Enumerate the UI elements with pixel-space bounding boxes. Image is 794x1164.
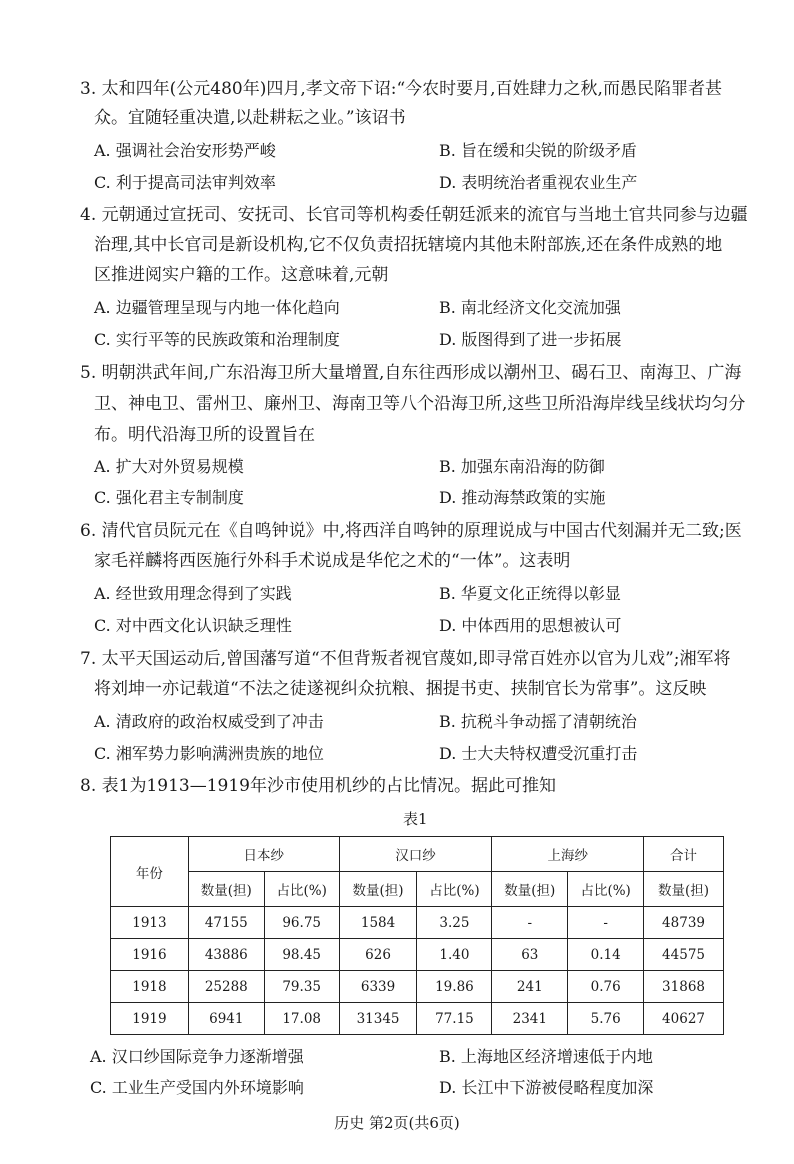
subheader-pct: 占比(%) bbox=[264, 872, 339, 907]
group-header-japan: 日本纱 bbox=[188, 837, 339, 872]
q5-option-b: B. 加强东南沿海的防御 bbox=[439, 457, 605, 476]
table-cell: 0.14 bbox=[568, 939, 644, 971]
table-cell: 241 bbox=[492, 971, 568, 1003]
q7-stem-line-1: 7. 太平天国运动后,曾国藩写道“不但背叛者视官蔑如,即寻常百姓亦以官为儿戏”;湘军将 bbox=[80, 649, 731, 669]
table-cell: 17.08 bbox=[264, 1003, 339, 1035]
table-cell: 3.25 bbox=[417, 907, 492, 939]
q5-option-c: C. 强化君主专制制度 bbox=[94, 488, 244, 507]
table-cell: 44575 bbox=[644, 939, 724, 971]
table-row bbox=[111, 971, 724, 1003]
q4-stem-line-2: 治理,其中长官司是新设机构,它不仅负责招抚辖境内其他未附部族,还在条件成熟的地 bbox=[94, 235, 723, 255]
table-cell: 2341 bbox=[492, 1003, 568, 1035]
group-header-shanghai: 上海纱 bbox=[492, 837, 644, 872]
q6-stem-line-1: 6. 清代官员阮元在《自鸣钟说》中,将西洋自鸣钟的原理说成与中国古代刻漏并无二致;医 bbox=[80, 521, 742, 541]
table-cell: 96.75 bbox=[264, 907, 339, 939]
q7-stem-line-2: 将刘坤一亦记载道“不法之徒遂视纠众抗粮、捆提书吏、挟制官长为常事”。这反映 bbox=[94, 679, 707, 699]
q8-option-b: B. 上海地区经济增速低于内地 bbox=[439, 1047, 653, 1066]
q8-option-c: C. 工业生产受国内外环境影响 bbox=[90, 1078, 304, 1097]
q3-option-b: B. 旨在缓和尖锐的阶级矛盾 bbox=[439, 141, 637, 160]
table-cell: 626 bbox=[339, 939, 417, 971]
table-cell: 43886 bbox=[188, 939, 264, 971]
table-cell: 31345 bbox=[339, 1003, 417, 1035]
q3-option-d: D. 表明统治者重视农业生产 bbox=[439, 173, 638, 192]
table-cell: 0.76 bbox=[568, 971, 644, 1003]
page-footer: 历史 第2页(共6页) bbox=[334, 1114, 460, 1132]
table-cell: 6339 bbox=[339, 971, 417, 1003]
year-header: 年份 bbox=[111, 837, 189, 907]
group-header-hankou: 汉口纱 bbox=[339, 837, 492, 872]
q3-option-a: A. 强调社会治安形势严峻 bbox=[94, 141, 276, 160]
table-row bbox=[111, 907, 724, 939]
table-cell: 31868 bbox=[644, 971, 724, 1003]
q5-stem-line-3: 布。明代沿海卫所的设置旨在 bbox=[94, 425, 315, 445]
q4-option-d: D. 版图得到了进一步拓展 bbox=[439, 330, 622, 349]
table-cell: 63 bbox=[492, 939, 568, 971]
q8-option-a: A. 汉口纱国际竞争力逐渐增强 bbox=[90, 1047, 304, 1066]
subheader-pct: 占比(%) bbox=[417, 872, 492, 907]
table-subheader-row bbox=[111, 872, 724, 907]
table-cell: 79.35 bbox=[264, 971, 339, 1003]
table-cell: 48739 bbox=[644, 907, 724, 939]
table-cell: 25288 bbox=[188, 971, 264, 1003]
q4-option-a: A. 边疆管理呈现与内地一体化趋向 bbox=[94, 298, 340, 317]
q7-option-c: C. 湘军势力影响满洲贵族的地位 bbox=[94, 744, 324, 763]
table-cell: 40627 bbox=[644, 1003, 724, 1035]
table-cell: - bbox=[568, 907, 644, 939]
subheader-qty: 数量(担) bbox=[339, 872, 417, 907]
q7-option-a: A. 清政府的政治权威受到了冲击 bbox=[94, 712, 324, 731]
q8-stem-line-1: 8. 表1为1913—1919年沙市使用机纱的占比情况。据此可推知 bbox=[80, 776, 556, 796]
q5-stem-line-2: 卫、神电卫、雷州卫、廉州卫、海南卫等八个沿海卫所,这些卫所沿海岸线呈线状均匀分 bbox=[94, 394, 746, 414]
table-cell: 1913 bbox=[111, 907, 189, 939]
table-cell: 1919 bbox=[111, 1003, 189, 1035]
table-header-row bbox=[111, 837, 724, 872]
subheader-pct: 占比(%) bbox=[568, 872, 644, 907]
table-cell: 77.15 bbox=[417, 1003, 492, 1035]
q4-option-b: B. 南北经济文化交流加强 bbox=[439, 298, 621, 317]
q7-option-d: D. 士大夫特权遭受沉重打击 bbox=[439, 744, 638, 763]
subheader-qty: 数量(担) bbox=[644, 872, 724, 907]
table-cell: 1.40 bbox=[417, 939, 492, 971]
q6-option-d: D. 中体西用的思想被认可 bbox=[439, 616, 622, 635]
q3-stem-line-2: 众。宜随轻重决遣,以赴耕耘之业。”该诏书 bbox=[94, 108, 406, 128]
data-table bbox=[110, 836, 724, 1035]
table-cell: 1916 bbox=[111, 939, 189, 971]
table-cell: 6941 bbox=[188, 1003, 264, 1035]
table-cell: 1584 bbox=[339, 907, 417, 939]
q4-stem-line-1: 4. 元朝通过宣抚司、安抚司、长官司等机构委任朝廷派来的流官与当地土官共同参与边疆 bbox=[80, 205, 748, 225]
table-cell: 5.76 bbox=[568, 1003, 644, 1035]
q4-stem-line-3: 区推进阅实户籍的工作。这意味着,元朝 bbox=[94, 265, 389, 285]
q4-option-c: C. 实行平等的民族政策和治理制度 bbox=[94, 330, 340, 349]
q5-stem-line-1: 5. 明朝洪武年间,广东沿海卫所大量增置,自东往西形成以潮州卫、碣石卫、南海卫、广海 bbox=[80, 363, 742, 383]
q3-stem-line-1: 3. 太和四年(公元480年)四月,孝文帝下诏:“今农时要月,百姓肆力之秋,而愚民陷罪者甚 bbox=[80, 79, 722, 99]
table-cell: 47155 bbox=[188, 907, 264, 939]
q5-option-d: D. 推动海禁政策的实施 bbox=[439, 488, 606, 507]
table-caption: 表1 bbox=[403, 810, 428, 828]
table-row bbox=[111, 939, 724, 971]
table-cell: 98.45 bbox=[264, 939, 339, 971]
q5-option-a: A. 扩大对外贸易规模 bbox=[94, 457, 244, 476]
table-cell: 19.86 bbox=[417, 971, 492, 1003]
q6-option-b: B. 华夏文化正统得以彰显 bbox=[439, 584, 621, 603]
q3-option-c: C. 利于提高司法审判效率 bbox=[94, 173, 276, 192]
q6-option-c: C. 对中西文化认识缺乏理性 bbox=[94, 616, 292, 635]
table-cell: 1918 bbox=[111, 971, 189, 1003]
subheader-qty: 数量(担) bbox=[492, 872, 568, 907]
q6-stem-line-2: 家毛祥麟将西医施行外科手术说成是华佗之术的“一体”。这表明 bbox=[94, 551, 571, 571]
subheader-qty: 数量(担) bbox=[188, 872, 264, 907]
q6-option-a: A. 经世致用理念得到了实践 bbox=[94, 584, 292, 603]
q7-option-b: B. 抗税斗争动摇了清朝统治 bbox=[439, 712, 637, 731]
q8-option-d: D. 长江中下游被侵略程度加深 bbox=[439, 1078, 654, 1097]
table-cell: - bbox=[492, 907, 568, 939]
table-row bbox=[111, 1003, 724, 1035]
group-header-total: 合计 bbox=[644, 837, 724, 872]
